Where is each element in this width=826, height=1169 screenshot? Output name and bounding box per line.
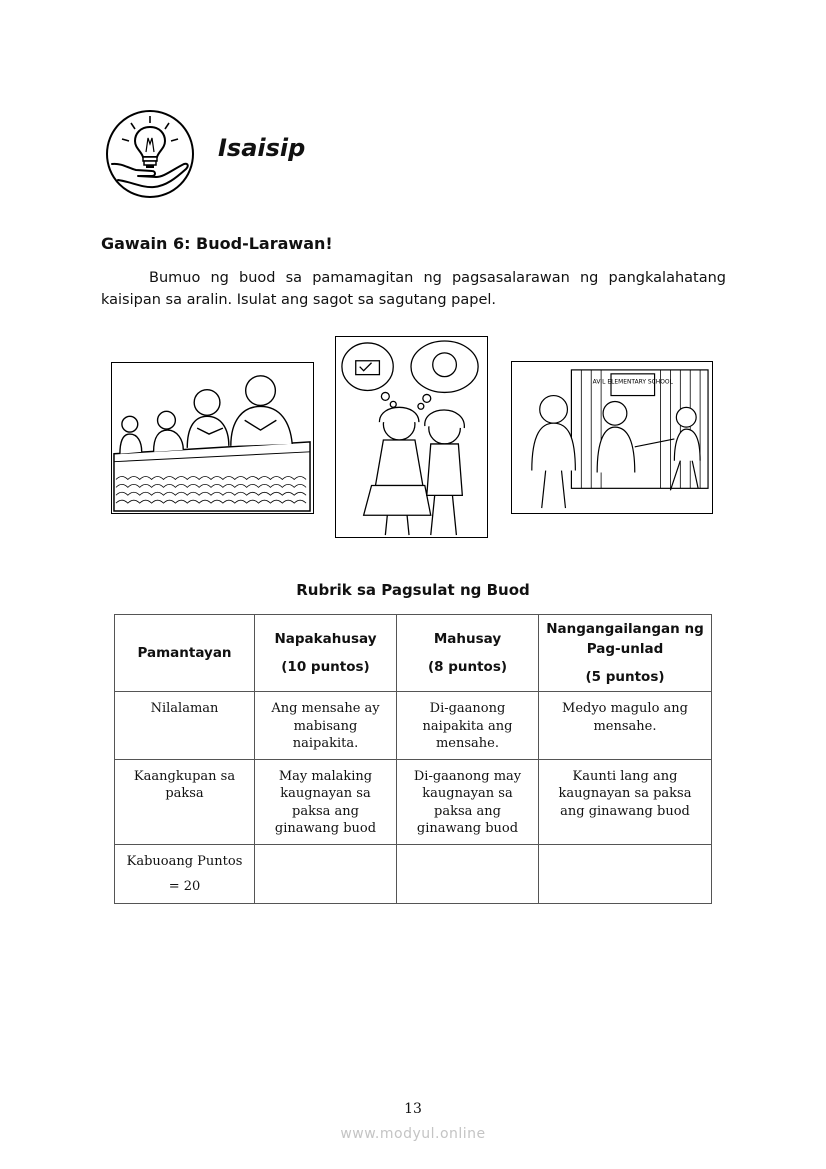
section-title: Isaisip [218, 134, 306, 162]
header-needs-improvement: Nangangailangan ng Pag-unlad (5 puntos) [539, 615, 712, 692]
header-good: Mahusay (8 puntos) [397, 615, 539, 692]
total-cell [115, 844, 255, 903]
lightbulb-hand-icon [104, 108, 196, 200]
good-cell: Di-gaanong naipakita ang mensahe. [397, 692, 539, 760]
header-criteria: Pamantayan [115, 615, 255, 692]
table-row [115, 692, 712, 760]
illustration-school-gate [511, 361, 713, 514]
excellent-cell: Ang mensahe ay mabisang naipakita. [255, 692, 397, 760]
criterion-cell: Nilalaman [115, 692, 255, 760]
page-number: 13 [404, 1101, 422, 1117]
total-value: = 20 [168, 879, 201, 894]
excellent-cell: May malaking kaugnayan sa paksa ang ginawang buod [255, 759, 397, 844]
empty-cell [539, 844, 712, 903]
rubric-table [114, 614, 712, 904]
footer-watermark: www.modyul.online [340, 1126, 486, 1142]
rubric-title: Rubrik sa Pagsulat ng Buod [296, 581, 530, 599]
illustration-thinking-girls [335, 336, 488, 538]
empty-cell [397, 844, 539, 903]
total-row [115, 844, 712, 903]
needs-cell: Kaunti lang ang kaugnayan sa paksa ang ginawang buod [539, 759, 712, 844]
rubric-header-row [115, 615, 712, 692]
needs-cell: Medyo magulo ang mensahe. [539, 692, 712, 760]
good-cell: Di-gaanong may kaugnayan sa paksa ang ginawang buod [397, 759, 539, 844]
illustration-praying-students [111, 362, 314, 514]
school-sign-text: AVIL ELEMENTARY SCHOOL [592, 378, 673, 386]
table-row [115, 759, 712, 844]
empty-cell [255, 844, 397, 903]
activity-instruction: Bumuo ng buod sa pamamagitan ng pagsasalarawan ng pangkalahatang kaisipan sa aralin. Isulat ang sagot sa sagutang papel. [101, 270, 726, 308]
total-label: Kabuoang Puntos [126, 853, 243, 869]
activity-title: Gawain 6: Buod-Larawan! [101, 234, 333, 253]
criterion-cell: Kaangkupan sa paksa [115, 759, 255, 844]
header-excellent: Napakahusay (10 puntos) [255, 615, 397, 692]
